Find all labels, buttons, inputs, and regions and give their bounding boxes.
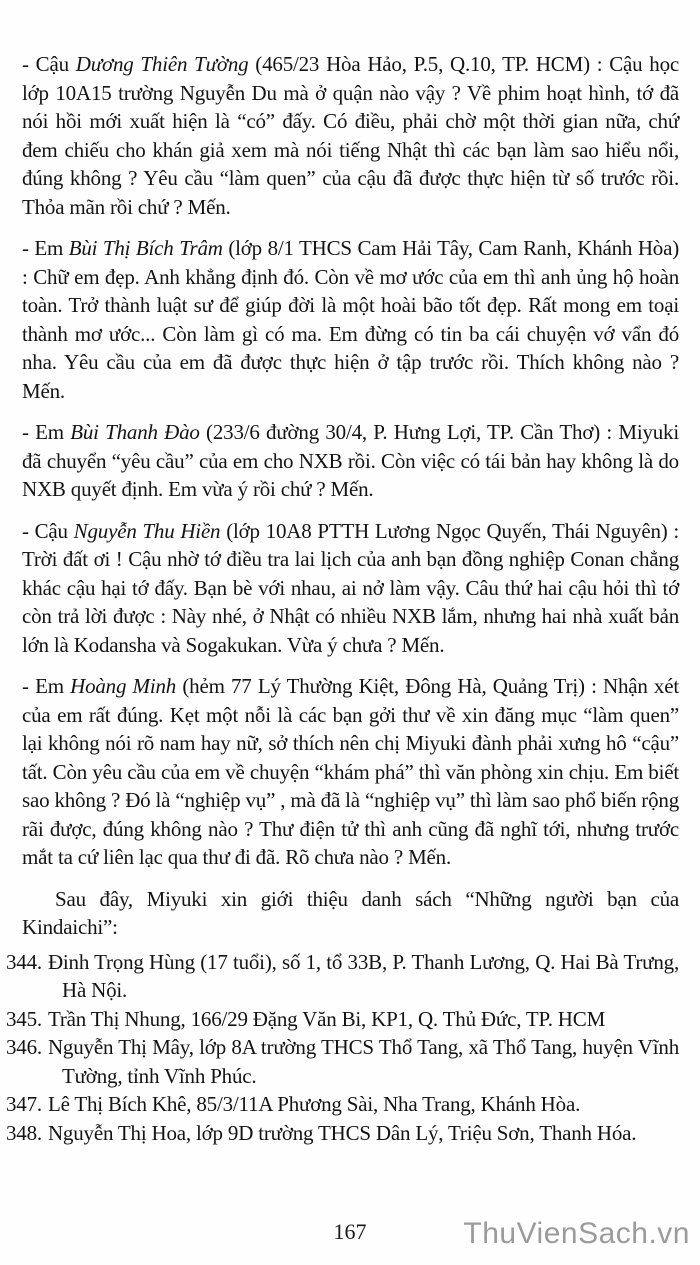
list-item-text: Nguyễn Thị Hoa, lớp 9D trường THCS Dân Lý, Triệu Sơn, Thanh Hóa. [47,1120,637,1145]
list-item [6,1119,679,1148]
letter-body: (233/6 đường 30/4, P. Hưng Lợi, TP. Cần Thơ) : Miyuki đã chuyển “yêu cầu” của em cho NXB rồi. Còn việc có tái bản hay không là do NXB quyết định. Em vừa ý rồi chứ ? Mến. [22,420,679,501]
letter-body: (hẻm 77 Lý Thường Kiệt, Đông Hà, Quảng Trị) : Nhận xét của em rất đúng. Kẹt một nỗi là các bạn gởi thư về xin đăng mục “làm quen” lại không nói rõ nam hay nữ, sở thích nên chị Miyuki đành phải xưng hô “cậu” tất. Còn yêu cầu của em về chuyện “khám phá” thì văn phòng xin chịu. Em biết sao không ? Đó là “nghiệp vụ” , mà đã là “nghiệp vụ” thì làm sao phổ biến rộng rãi được, đúng không nào ? Thư điện tử thì anh cũng đã nghĩ tới, nhưng trước mắt ta cứ liên lạc qua thư đi đã. Rõ chưa nào ? Mến. [22,674,679,869]
list-item-number: 348. [6,1120,42,1145]
recipient-name: Nguyễn Thu Hiền [73,518,221,543]
list-item-number: 344. [6,949,42,974]
page-footer [0,1211,700,1253]
recipient-name: Bùi Thanh Đào [70,420,200,444]
letter-body: (lớp 8/1 THCS Cam Hải Tây, Cam Ranh, Khánh Hòa) : Chữ em đẹp. Anh khẳng định đó. Còn về mơ ước của em thì anh ủng hộ hoàn toàn. Trở thành luật sư để giúp đời là một hoài bão tốt đẹp. Rất mong em toại thành mơ ước... Còn làm gì có ma. Em đừng có tin ba cái chuyện vớ vẩn đó nha. Yêu cầu của em đã được thực hiện ở tập trước rồi. Thích không nào ? Mến. [22,236,679,403]
intro-paragraph [22,885,679,942]
list-item [6,1005,679,1034]
watermark-text: ThuVienSach.vn [463,1217,690,1250]
letter-reply-4 [22,517,679,660]
list-item-number: 346. [6,1035,42,1059]
list-item-text: Nguyễn Thị Mây, lớp 8A trường THCS Thổ Tang, xã Thổ Tang, huyện Vĩnh Tường, tỉnh Vĩnh Phúc. [47,1035,679,1088]
list-item-number: 345. [6,1006,42,1031]
letter-body: (465/23 Hòa Hảo, P.5, Q.10, TP. HCM) : Cậu học lớp 10A15 trường Nguyễn Du mà ở quận nào vậy ? Về phim hoạt hình, tớ đã nói hồi mới xuất hiện là “có” đấy. Có điều, phải chờ một thời gian nữa, chứ đem chiếu cho khán giả xem mà nói tiếng Nhật thì các bạn làm sao hiểu nổi, đúng không ? Yêu cầu “làm quen” của cậu đã được thực hiện từ số trước rồi. Thỏa mãn rồi chứ ? Mến. [22,52,680,219]
letter-reply-5 [22,672,679,872]
friend-list [6,948,679,1148]
list-item [6,1090,679,1119]
letter-salutation: - Em [22,420,71,444]
letter-body: (lớp 10A8 PTTH Lương Ngọc Quyến, Thái Nguyên) : Trời đất ơi ! Cậu nhờ tớ điều tra lai lịch của anh bạn đồng nghiệp Conan chẳng khác cậu hại tớ đấy. Bạn bè với nhau, ai nở làm vậy. Câu thứ hai cậu hỏi thì tớ còn trả lời được : Này nhé, ở Nhật có nhiều NXB lắm, nhưng hai nhà xuất bản lớn là Kodansha và Sogakukan. Vừa ý chưa ? Mến. [22,518,680,657]
letter-reply-3 [22,418,679,504]
letter-salutation: - Cậu [22,52,76,76]
list-item [6,948,679,1005]
recipient-name: Hoàng Minh [70,674,177,698]
letter-reply-1 [22,50,679,221]
intro-text: Sau đây, Miyuki xin giới thiệu danh sách “Những người bạn của Kindaichi”: [22,886,679,939]
list-item-text: Đinh Trọng Hùng (17 tuổi), số 1, tổ 33B, P. Thanh Lương, Q. Hai Bà Trưng, Hà Nội. [47,949,679,1002]
letter-salutation: - Em [22,674,71,698]
page-number: 167 [333,1219,367,1244]
letter-reply-2 [22,234,679,405]
recipient-name: Bùi Thị Bích Trâm [68,236,223,260]
letter-salutation: - Cậu [22,518,74,543]
list-item-text: Lê Thị Bích Khê, 85/3/11A Phương Sài, Nha Trang, Khánh Hòa. [47,1092,581,1116]
list-item-number: 347. [6,1092,42,1116]
list-item-text: Trần Thị Nhung, 166/29 Đặng Văn Bi, KP1, Q. Thủ Đức, TP. HCM [47,1006,606,1031]
list-item [6,1033,679,1090]
letter-salutation: - Em [22,236,69,260]
recipient-name: Dương Thiên Tường [75,52,249,76]
